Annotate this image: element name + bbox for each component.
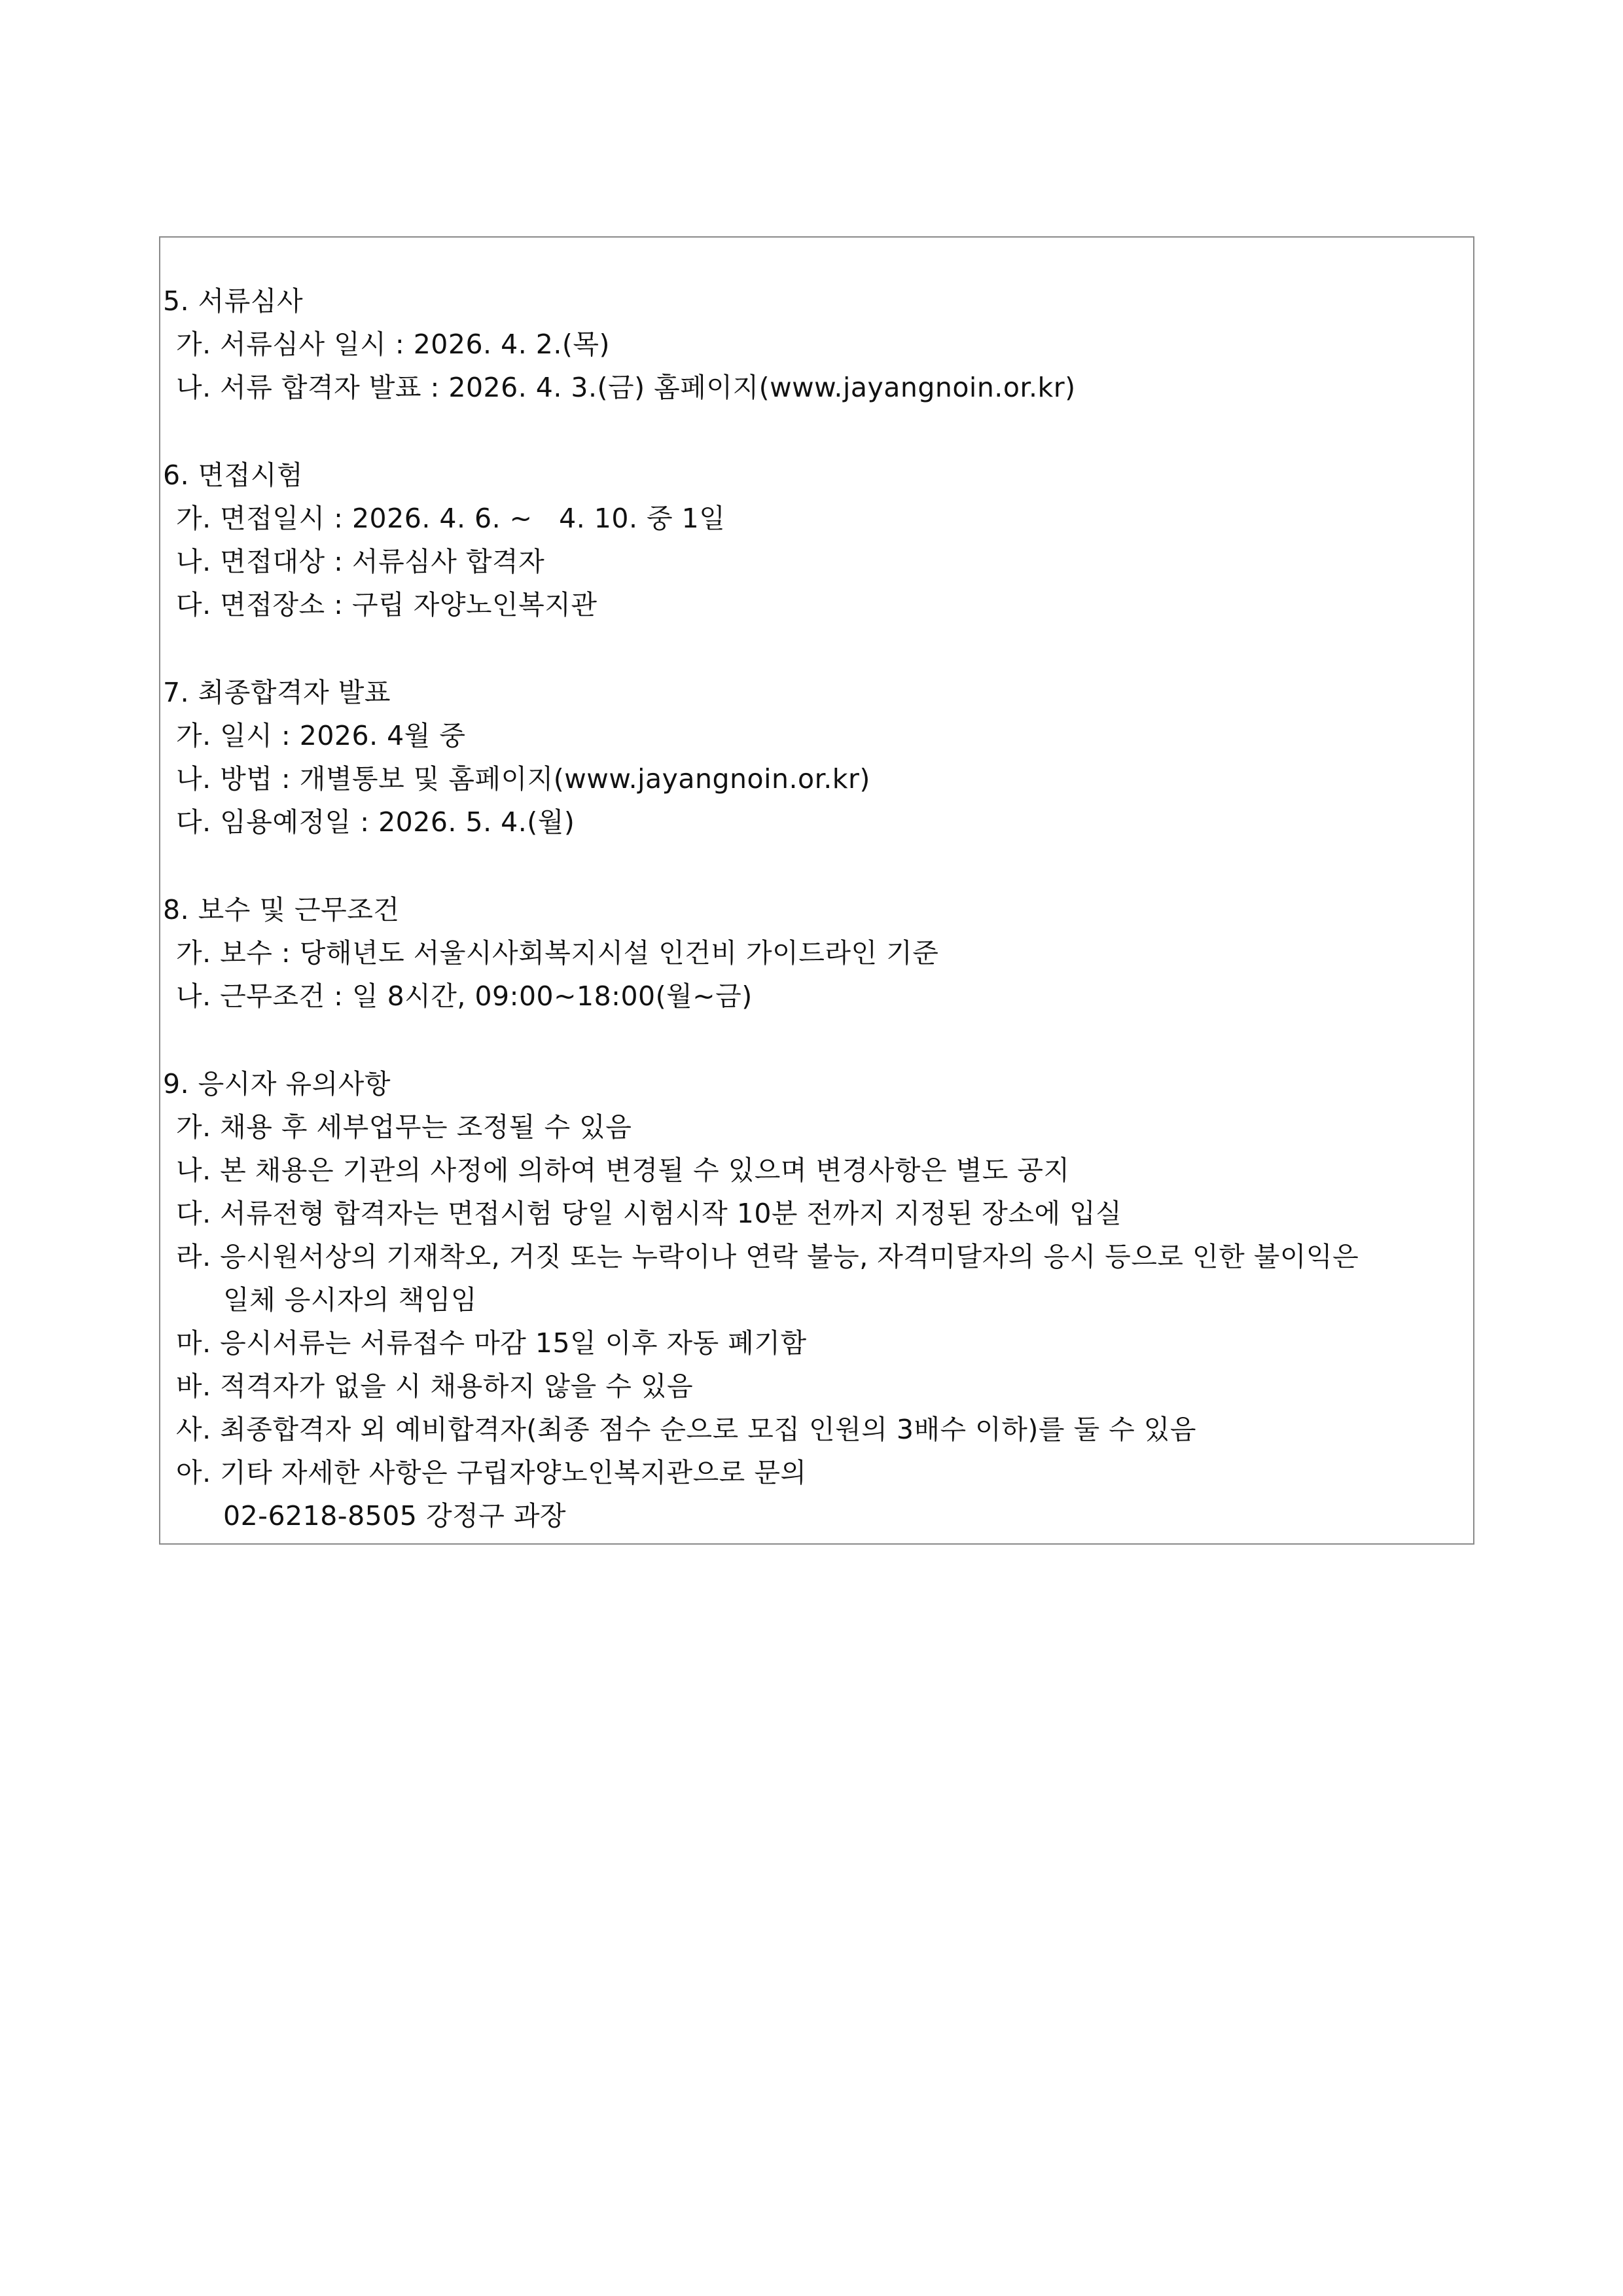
- section-heading-8: 8. 보수 및 근무조건: [163, 894, 400, 925]
- notice-box: [159, 236, 1474, 1545]
- list-item: 나. 근무조건 : 일 8시간, 09:00~18:00(월~금): [176, 980, 753, 1012]
- contact-line: 02-6218-8505 강정구 과장: [223, 1500, 567, 1532]
- section-heading-5: 5. 서류심사: [163, 285, 304, 317]
- list-item: 다. 임용예정일 : 2026. 5. 4.(월): [176, 806, 575, 838]
- list-item: 다. 서류전형 합격자는 면접시험 당일 시험시작 10분 전까지 지정된 장소에 입실: [176, 1198, 1122, 1229]
- list-item: 가. 일시 : 2026. 4월 중: [176, 720, 466, 751]
- section-heading-6: 6. 면접시험: [163, 459, 304, 491]
- list-item: 나. 면접대상 : 서류심사 합격자: [176, 546, 545, 577]
- list-item-continuation: 일체 응시자의 책임임: [223, 1284, 478, 1316]
- list-item: 나. 방법 : 개별통보 및 홈페이지(www.jayangnoin.or.kr): [176, 763, 870, 795]
- list-item: 사. 최종합격자 외 예비합격자(최종 점수 순으로 모집 인원의 3배수 이하)를 둘 수 있음: [176, 1414, 1196, 1445]
- list-item: 나. 본 채용은 기관의 사정에 의하여 변경될 수 있으며 변경사항은 별도 공지: [176, 1155, 1070, 1186]
- list-item: 라. 응시원서상의 기재착오, 거짓 또는 누락이나 연락 불능, 자격미달자의 응시 등으로 인한 불이익은: [176, 1241, 1359, 1272]
- list-item: 바. 적격자가 없을 시 채용하지 않을 수 있음: [176, 1371, 694, 1402]
- list-item: 가. 서류심사 일시 : 2026. 4. 2.(목): [176, 329, 610, 360]
- section-heading-7: 7. 최종합격자 발표: [163, 677, 391, 708]
- list-item: 가. 면접일시 : 2026. 4. 6. ~ 4. 10. 중 1일: [176, 503, 726, 534]
- list-item: 다. 면접장소 : 구립 자양노인복지관: [176, 589, 597, 620]
- list-item: 아. 기타 자세한 사항은 구립자양노인복지관으로 문의: [176, 1457, 807, 1488]
- section-heading-9: 9. 응시자 유의사항: [163, 1068, 391, 1100]
- list-item: 가. 채용 후 세부업무는 조정될 수 있음: [176, 1111, 632, 1143]
- list-item: 나. 서류 합격자 발표 : 2026. 4. 3.(금) 홈페이지(www.jayangnoin.or.kr): [176, 372, 1076, 403]
- list-item: 가. 보수 : 당해년도 서울시사회복지시설 인건비 가이드라인 기준: [176, 937, 939, 969]
- list-item: 마. 응시서류는 서류접수 마감 15일 이후 자동 폐기함: [176, 1327, 807, 1359]
